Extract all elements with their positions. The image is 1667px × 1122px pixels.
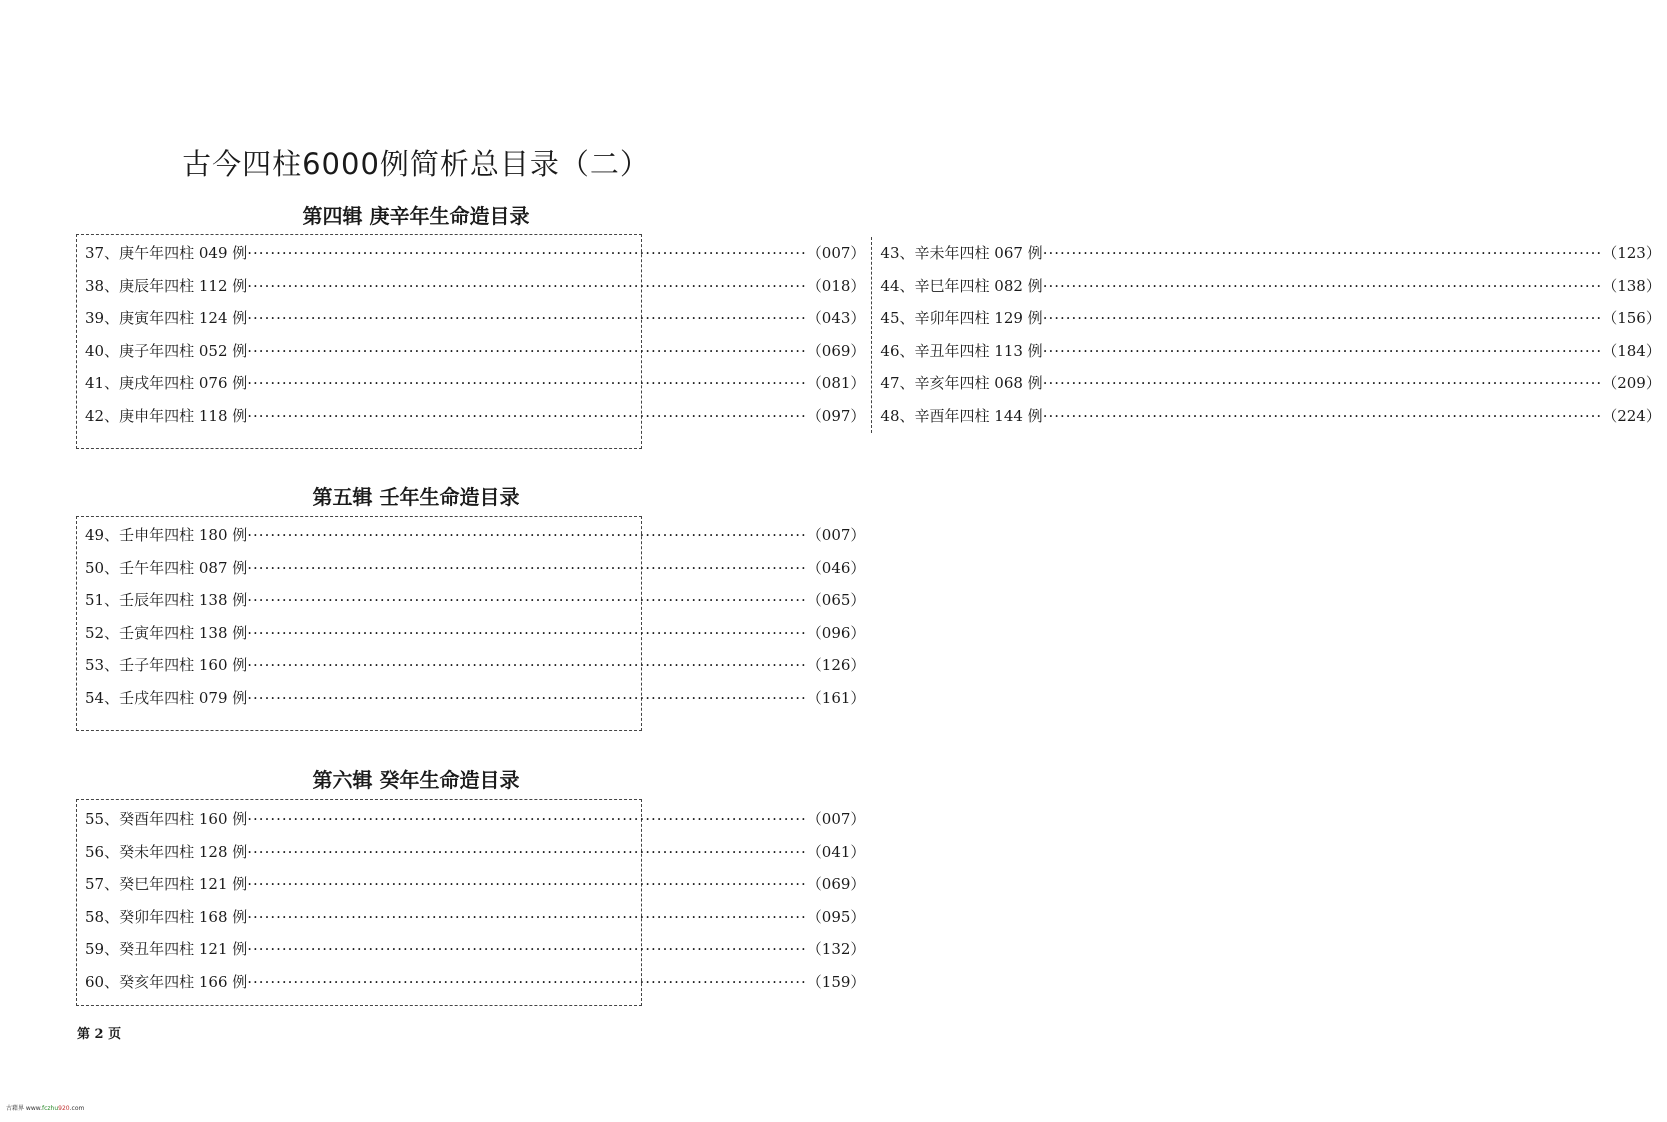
entry-label: 42、庚申年四柱 118 例 — [85, 406, 248, 425]
toc-entry[interactable] — [77, 400, 871, 433]
entry-page: （007） — [806, 244, 866, 262]
page-number: 第 2 页 — [77, 1027, 122, 1042]
entry-label: 41、庚戌年四柱 076 例 — [85, 374, 248, 393]
section-heading-5: 第五辑 壬年生命造目录 — [312, 485, 520, 509]
entry-label: 43、辛未年四柱 067 例 — [880, 244, 1043, 262]
toc-entry[interactable] — [77, 519, 866, 552]
page-title: 古今四柱6000例简析总目录（二） — [182, 147, 650, 181]
entry-page: （224） — [1602, 406, 1661, 425]
entry-page: （095） — [806, 907, 866, 926]
toc-entry[interactable] — [77, 803, 866, 836]
entry-label: 48、辛酉年四柱 144 例 — [880, 406, 1043, 425]
entry-page: （132） — [806, 940, 866, 959]
leader-dots — [1043, 335, 1603, 368]
entry-page: （184） — [1602, 341, 1661, 360]
entry-label: 58、癸卯年四柱 168 例 — [85, 907, 248, 926]
leader-dots — [247, 933, 807, 966]
toc-entry[interactable] — [872, 335, 1666, 368]
leader-dots — [247, 836, 807, 869]
leader-dots — [247, 519, 807, 552]
leader-dots — [1043, 302, 1603, 335]
entry-label: 50、壬午年四柱 087 例 — [85, 558, 248, 577]
leader-dots — [247, 584, 807, 617]
toc-entry[interactable] — [77, 302, 871, 335]
entry-page: （007） — [806, 810, 866, 828]
entry-page: （209） — [1602, 374, 1661, 393]
entry-label: 49、壬申年四柱 180 例 — [85, 526, 248, 544]
section-heading-4: 第四辑 庚辛年生命造目录 — [302, 204, 530, 228]
entry-page: （007） — [806, 526, 866, 544]
entry-label: 53、壬子年四柱 160 例 — [85, 656, 248, 675]
toc-entry[interactable] — [77, 335, 871, 368]
toc-entry[interactable] — [77, 836, 866, 869]
toc-column-left — [77, 237, 872, 433]
toc-entry[interactable] — [77, 237, 871, 270]
leader-dots — [247, 367, 807, 400]
leader-dots — [247, 270, 807, 303]
entry-label: 47、辛亥年四柱 068 例 — [880, 374, 1043, 393]
entry-label: 51、壬辰年四柱 138 例 — [85, 591, 248, 610]
entry-page: （065） — [806, 591, 866, 610]
entry-page: （161） — [806, 688, 866, 707]
entry-page: （126） — [806, 656, 866, 675]
entry-label: 52、壬寅年四柱 138 例 — [85, 623, 248, 642]
leader-dots — [247, 901, 807, 934]
toc-entry[interactable] — [872, 302, 1666, 335]
toc-entry[interactable] — [77, 649, 866, 682]
entry-page: （138） — [1602, 276, 1661, 295]
toc-entry[interactable] — [77, 584, 866, 617]
leader-dots — [247, 335, 807, 368]
entry-label: 60、癸亥年四柱 166 例 — [85, 972, 248, 991]
leader-dots — [247, 966, 807, 999]
entry-label: 39、庚寅年四柱 124 例 — [85, 309, 248, 328]
entry-label: 38、庚辰年四柱 112 例 — [85, 276, 248, 295]
entry-label: 40、庚子年四柱 052 例 — [85, 341, 248, 360]
entry-page: （156） — [1602, 309, 1661, 328]
leader-dots — [1043, 270, 1603, 303]
toc-table-4 — [76, 234, 1661, 449]
entry-page: （081） — [806, 374, 866, 393]
toc-entry[interactable] — [77, 901, 866, 934]
entry-page: （046） — [806, 558, 866, 577]
toc-entry[interactable] — [77, 617, 866, 650]
toc-entry[interactable] — [872, 367, 1666, 400]
leader-dots — [247, 552, 807, 585]
entry-page: （069） — [806, 341, 866, 360]
entry-label: 59、癸丑年四柱 121 例 — [85, 940, 248, 959]
toc-column-right — [872, 237, 1666, 433]
entry-page: （096） — [806, 623, 866, 642]
leader-dots — [247, 400, 807, 433]
leader-dots — [247, 803, 807, 836]
leader-dots — [247, 617, 807, 650]
leader-dots — [247, 237, 807, 270]
entry-label: 37、庚午年四柱 049 例 — [85, 244, 248, 262]
leader-dots — [1043, 400, 1603, 433]
entry-label: 44、辛巳年四柱 082 例 — [880, 276, 1043, 295]
entry-page: （018） — [806, 276, 866, 295]
toc-entry[interactable] — [77, 966, 866, 999]
toc-entry[interactable] — [77, 270, 871, 303]
leader-dots — [247, 682, 807, 715]
toc-entry[interactable] — [77, 933, 866, 966]
toc-entry[interactable] — [77, 868, 866, 901]
entry-label: 55、癸酉年四柱 160 例 — [85, 810, 248, 828]
entry-page: （043） — [806, 309, 866, 328]
leader-dots — [1043, 237, 1603, 270]
toc-entry[interactable] — [872, 237, 1666, 270]
entry-label: 57、癸巳年四柱 121 例 — [85, 875, 248, 894]
entry-page: （097） — [806, 406, 866, 425]
leader-dots — [1043, 367, 1603, 400]
section-heading-6: 第六辑 癸年生命造目录 — [312, 768, 520, 792]
toc-table-6 — [76, 799, 866, 1006]
entry-page: （041） — [806, 842, 866, 861]
entry-label: 46、辛丑年四柱 113 例 — [880, 341, 1043, 360]
toc-entry[interactable] — [77, 367, 871, 400]
toc-entry[interactable] — [872, 270, 1666, 303]
toc-entry[interactable] — [77, 552, 866, 585]
entry-page: （159） — [806, 972, 866, 991]
toc-table-5 — [76, 516, 866, 731]
watermark: 古藉界 www.fczhu920.com — [6, 1105, 85, 1112]
toc-entry[interactable] — [872, 400, 1666, 433]
leader-dots — [247, 649, 807, 682]
entry-label: 45、辛卯年四柱 129 例 — [880, 309, 1043, 328]
entry-page: （069） — [806, 875, 866, 894]
entry-page: （123） — [1602, 244, 1661, 262]
leader-dots — [247, 868, 807, 901]
toc-entry[interactable] — [77, 682, 866, 715]
entry-label: 56、癸未年四柱 128 例 — [85, 842, 248, 861]
entry-label: 54、壬戌年四柱 079 例 — [85, 688, 248, 707]
leader-dots — [247, 302, 807, 335]
